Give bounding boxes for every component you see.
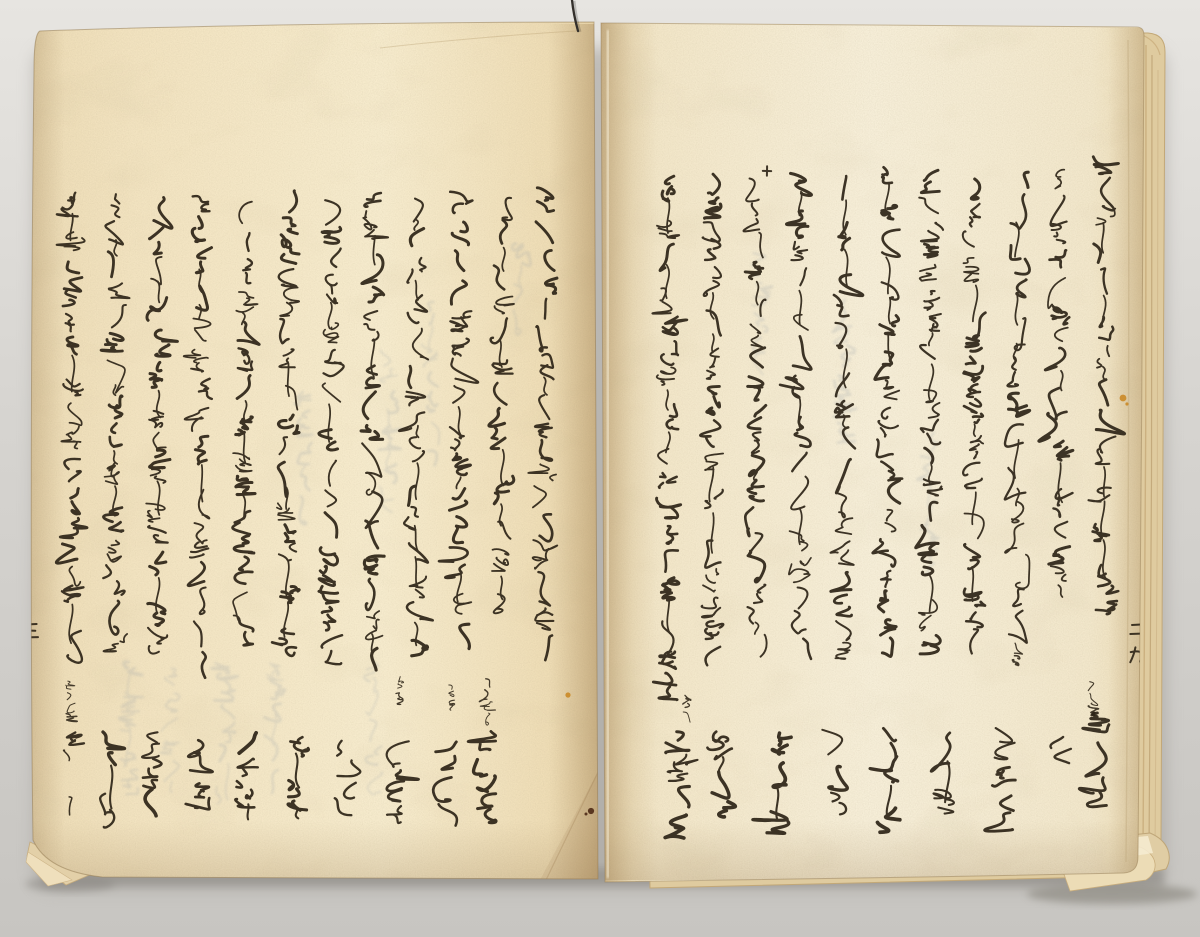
crease-right-page-gutter-highlight [607, 30, 608, 878]
